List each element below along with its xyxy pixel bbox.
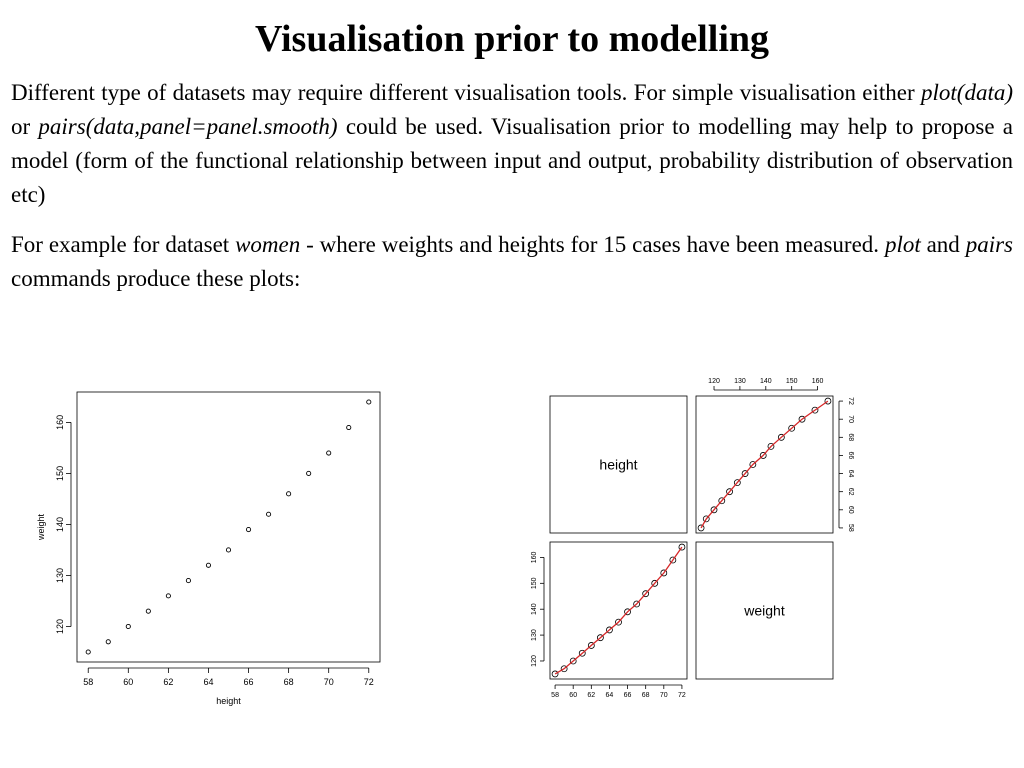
- bottom-axis-tick-label: 68: [641, 692, 650, 699]
- right-axis-tick-label: 62: [847, 487, 854, 496]
- y-tick-label: 120: [55, 618, 65, 635]
- pairs-command-name: pairs: [965, 232, 1013, 257]
- y-tick-label: 140: [55, 516, 65, 532]
- y-tick-label: 150: [55, 465, 65, 481]
- y-axis-label: weight: [36, 513, 46, 541]
- top-axis-tick-label: 160: [811, 378, 824, 385]
- y-tick-label: 160: [55, 414, 65, 430]
- dataset-name: women: [235, 232, 301, 257]
- left-axis-tick-label: 140: [531, 603, 538, 616]
- x-tick-label: 66: [243, 677, 254, 687]
- right-axis-tick-label: 72: [847, 397, 854, 405]
- left-axis-tick-label: 160: [531, 551, 538, 564]
- example-text-3: and: [920, 232, 966, 257]
- panel-weight-vs-height: [696, 396, 833, 533]
- x-tick-label: 70: [323, 677, 334, 687]
- x-tick-label: 68: [283, 677, 294, 687]
- pairs-command: pairs(data,panel=panel.smooth): [38, 114, 338, 139]
- top-axis-tick-label: 130: [734, 378, 746, 385]
- left-axis-tick-label: 120: [531, 655, 538, 667]
- x-tick-label: 62: [163, 677, 174, 687]
- x-axis-label: height: [216, 696, 241, 706]
- bottom-axis-tick-label: 70: [659, 692, 668, 699]
- right-axis-tick-label: 58: [847, 524, 854, 532]
- right-axis-tick-label: 68: [847, 433, 854, 442]
- intro-text-3: could be used. Visualisation prior to modelling may help to propose a model (form of the functional relationship between input and output, probability distribution of observation etc): [11, 114, 1013, 207]
- plot-command-name: plot: [884, 232, 921, 257]
- panel-height-vs-weight: [550, 542, 687, 679]
- bottom-axis-tick-label: 64: [605, 692, 614, 699]
- diag-label-weight: weight: [744, 602, 785, 619]
- x-tick-label: 64: [203, 677, 214, 687]
- left-axis-tick-label: 150: [531, 577, 538, 590]
- intro-text-2: or: [11, 114, 39, 139]
- bottom-axis-tick-label: 58: [551, 692, 559, 699]
- bottom-axis-tick-label: 66: [623, 692, 632, 699]
- y-tick-label: 130: [55, 567, 65, 583]
- right-axis-tick-label: 64: [847, 469, 854, 478]
- diag-label-height: height: [599, 456, 638, 473]
- intro-text-1: Different type of datasets may require different visualisation tools. For simple visualisation either: [11, 80, 921, 105]
- right-axis-tick-label: 66: [847, 451, 854, 460]
- smooth-line: [555, 547, 682, 674]
- x-tick-label: 72: [363, 677, 374, 687]
- left-axis-tick-label: 130: [531, 629, 538, 641]
- top-axis-tick-label: 140: [759, 378, 772, 385]
- right-axis-tick-label: 70: [847, 415, 854, 424]
- top-axis-tick-label: 150: [785, 378, 798, 385]
- x-tick-label: 58: [83, 677, 94, 687]
- bottom-axis-tick-label: 60: [569, 692, 578, 699]
- right-axis-tick-label: 60: [847, 505, 854, 514]
- data-point: [552, 671, 558, 677]
- page-title: Visualisation prior to modelling: [254, 18, 770, 60]
- example-text-1: For example for dataset: [11, 232, 236, 257]
- top-axis-tick-label: 120: [708, 378, 720, 385]
- bottom-axis-tick-label: 72: [678, 692, 686, 699]
- plot-command: plot(data): [921, 80, 1013, 105]
- bottom-axis-tick-label: 62: [587, 692, 596, 699]
- x-tick-label: 60: [123, 677, 134, 687]
- data-point: [698, 525, 704, 531]
- example-text-4: commands produce these plots:: [11, 266, 301, 291]
- smooth-line: [701, 401, 828, 528]
- example-text-2: - where weights and heights for 15 cases have been measured.: [300, 232, 885, 257]
